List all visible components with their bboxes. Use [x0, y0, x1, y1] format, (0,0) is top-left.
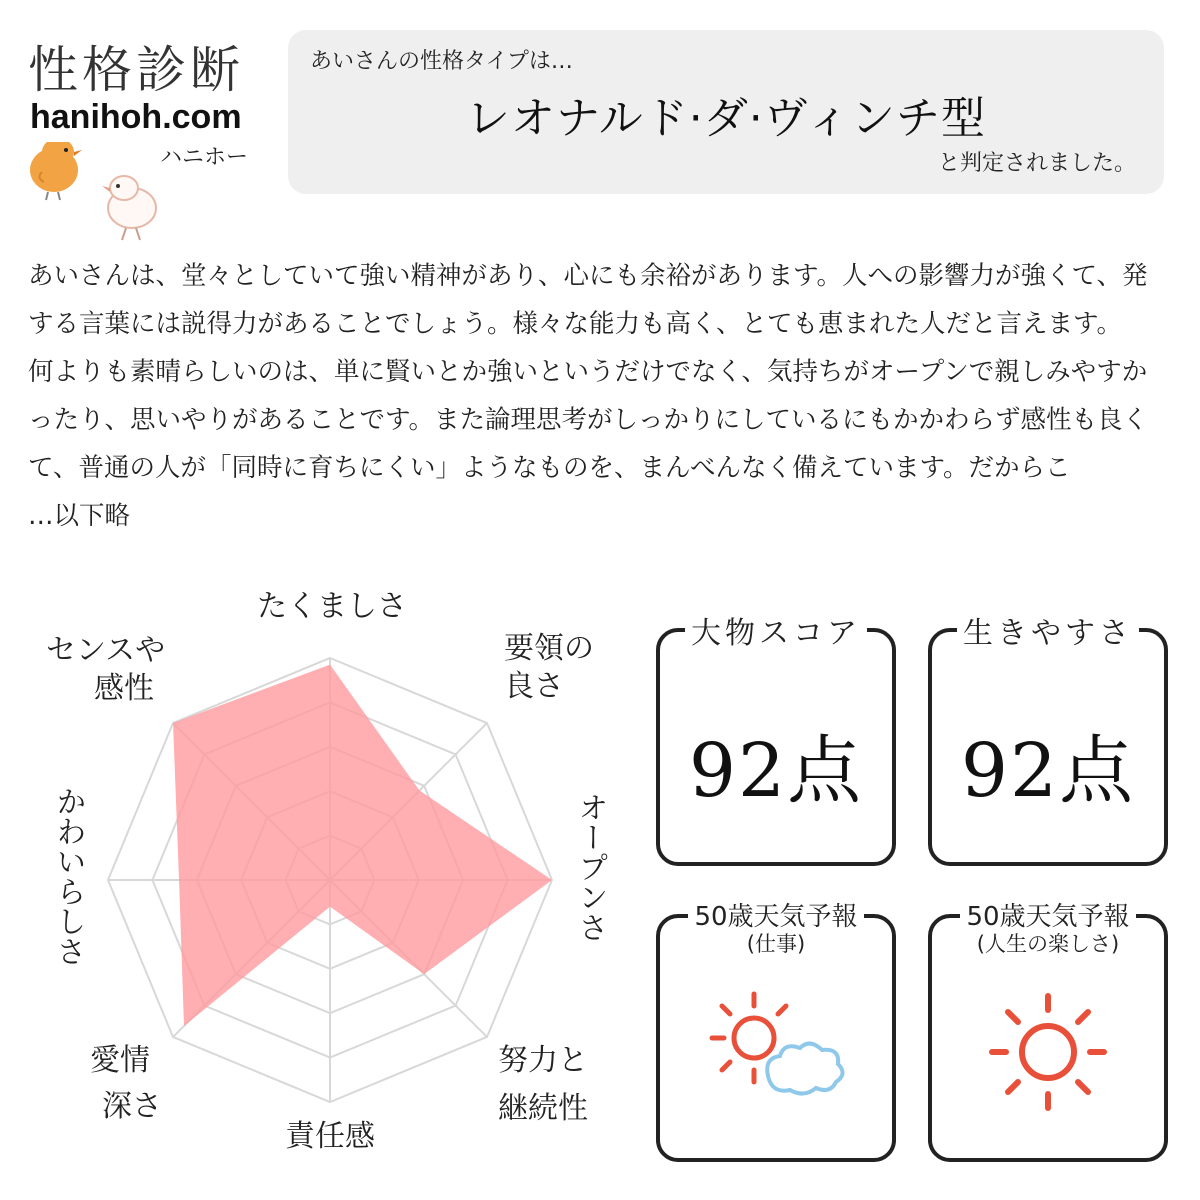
- life-forecast-card: [928, 902, 1168, 1162]
- personality-description: [28, 252, 1168, 540]
- chick-mascots-icon: [22, 142, 172, 242]
- description-paragraph: あいさんは、堂々としていて強い精神があり、心にも余裕があります。人への影響力が強くて、発する言葉には説得力があることでしょう。様々な能力も高く、とても恵まれた人だと言えます。: [28, 261, 1148, 339]
- personality-type-title: レオナルド·ダ·ヴィンチ型: [465, 93, 987, 144]
- axis-label-effort: 継続性: [498, 1091, 588, 1126]
- axis-label-affection: 深さ: [102, 1089, 162, 1124]
- site-logo-title: 性格診断: [28, 41, 244, 99]
- big-score-title: 大物スコア: [685, 616, 867, 651]
- axis-label-sense: 感性: [94, 671, 154, 706]
- site-name-kana: ハニホー: [160, 145, 249, 170]
- axis-label-openness: オープンさ: [572, 792, 608, 942]
- axis-label-affection: 愛情: [90, 1043, 150, 1078]
- sun-icon: [932, 918, 1164, 1158]
- radar-data-area: [173, 665, 552, 1026]
- description-paragraph: 何よりも素晴らしいのは、単に賢いとか強いというだけでなく、気持ちがオープンで親しみやすかったり、思いやりがあることです。また論理思考がしっかりにしているにもかかわらず感性も良くて、普通の人が「同時に育ちにくい」ようなものを、まんべんなく備えています。だからこ: [28, 357, 1148, 483]
- axis-label-responsibility: 責任感: [285, 1119, 375, 1154]
- life-forecast-subtitle: (人生の楽しさ): [976, 932, 1120, 956]
- axis-label-effort: 努力と: [498, 1043, 588, 1078]
- ease-of-life-title: 生きやすさ: [957, 616, 1139, 651]
- site-domain[interactable]: hanihoh.com: [30, 98, 242, 136]
- axis-label-efficiency: 良さ: [504, 669, 564, 704]
- ease-of-life-value: 92点: [960, 728, 1136, 814]
- ease-of-life-card: [928, 616, 1168, 866]
- result-outro-text: と判定されました。: [937, 151, 1136, 176]
- result-banner: [288, 30, 1164, 194]
- personality-radar-chart: [20, 590, 640, 1170]
- work-forecast-card: [656, 902, 896, 1162]
- axis-label-cuteness: かわいらしさ: [50, 786, 86, 966]
- description-more: …以下略: [28, 501, 131, 531]
- axis-label-toughness: たくましさ: [257, 590, 407, 624]
- axis-label-sense: センスや: [46, 633, 166, 668]
- work-forecast-title: 50歳天気予報: [688, 902, 863, 932]
- work-forecast-subtitle: (仕事): [746, 932, 806, 956]
- sun-behind-cloud-icon: [660, 918, 892, 1158]
- big-score-value: 92点: [688, 728, 864, 814]
- big-score-card: [656, 616, 896, 866]
- axis-label-efficiency: 要領の: [504, 631, 594, 666]
- life-forecast-title: 50歳天気予報: [960, 902, 1135, 932]
- result-intro-text: あいさんの性格タイプは…: [310, 49, 573, 74]
